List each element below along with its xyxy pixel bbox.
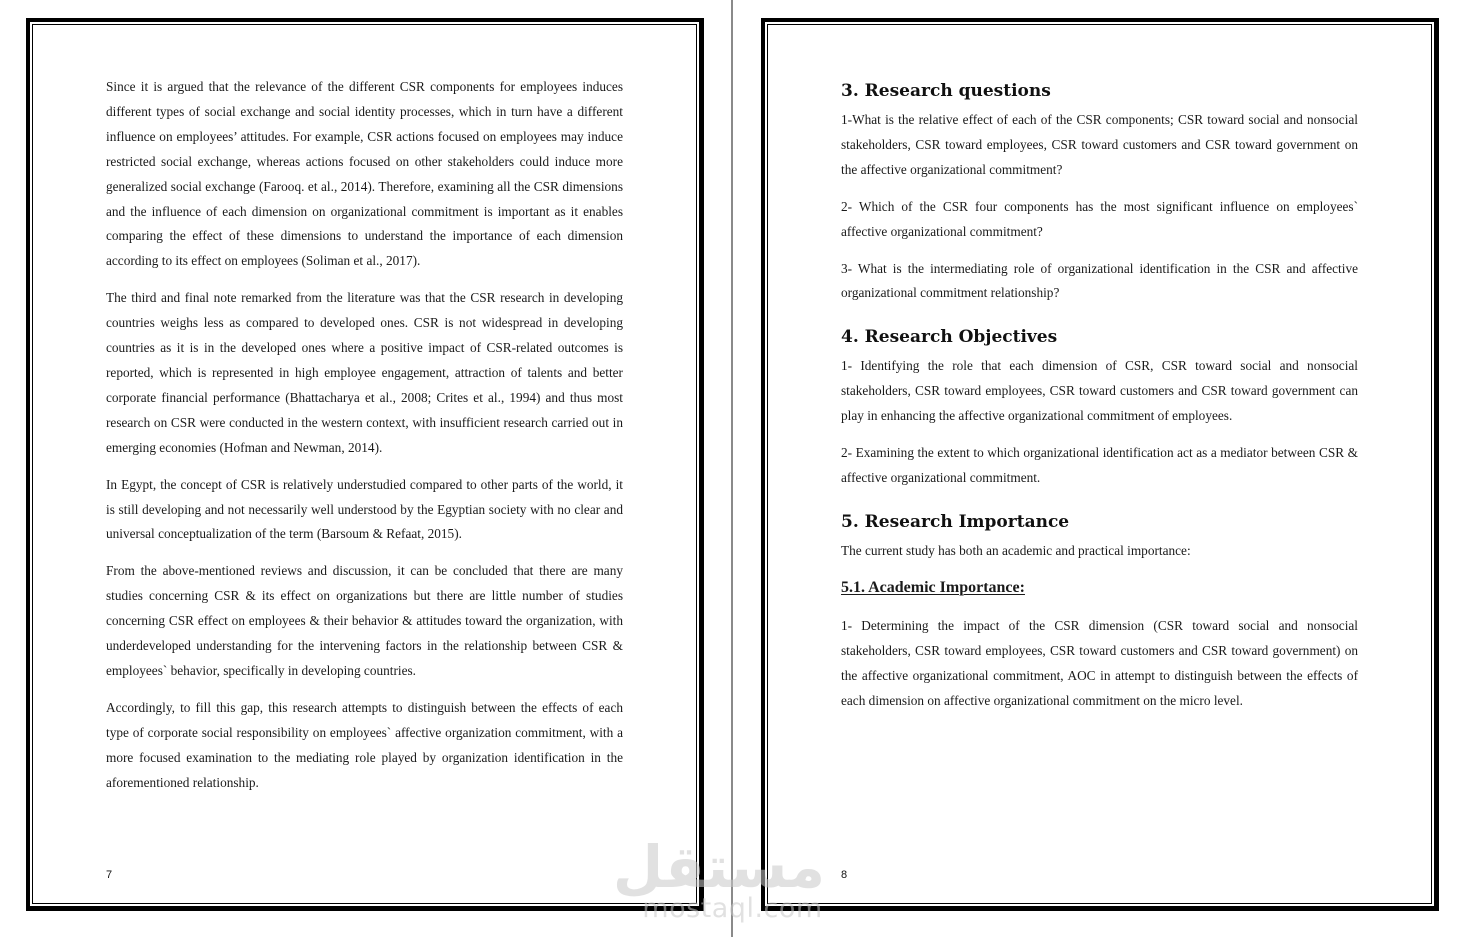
research-objective-item: 1- Identifying the role that each dimension of CSR, CSR toward social and nonsocial stakeholders, CSR toward employees, CSR toward customers and CSR toward government can play in enhancing the affective organizational commitment of employees.: [841, 358, 1358, 424]
importance-intro: The current study has both an academic and practical importance:: [841, 542, 1191, 558]
research-question-item: 2- Which of the CSR four components has the most significant influence on employees` affective organizational commitment?: [841, 198, 1358, 239]
paragraph: Since it is argued that the relevance of the different CSR components for employees induces different types of social exchange and social identity processes, which in turn have a different influence on employees’ attitudes. For example, CSR actions focused on employees may induce restricted social exchange, whereas actions focused on other stakeholders could induce more generalized social exchange (Farooq. et al., 2014). Therefore, examining all the CSR dimensions and the influence of each dimension on organizational commitment is important as it enables comparing the effect of these dimensions to understand the importance of each dimension according to its effect on employees (Soliman et al., 2017).: [106, 79, 623, 269]
subheading-academic-importance: 5.1. Academic Importance:: [841, 578, 1025, 596]
section-heading-research-objectives: 4. Research Objectives: [841, 327, 1058, 348]
document-page-8: [761, 18, 1439, 911]
page-body: [106, 75, 623, 807]
section-heading-research-importance: 5. Research Importance: [841, 511, 1070, 532]
page-number: 7: [106, 869, 113, 881]
paragraph: The third and final note remarked from the literature was that the CSR research in developing countries weighs less as compared to developed ones. CSR is not widespread in developing countries as it is in the developed ones where a positive impact of CSR-related outcomes is reported, which is represented in high employee engagement, attraction of talents and better corporate financial performance (Bhattacharya et al., 2008; Crites et al., 1994) and thus most research on CSR were conducted in the western context, with insufficient research carried out in emerging economies (Hofman and Newman, 2014).: [106, 290, 623, 455]
page-body: [841, 78, 1358, 725]
paragraph: Accordingly, to fill this gap, this research attempts to distinguish between the effects of each type of corporate social responsibility on employees` affective organization commitment, with a more focused examination to the mediating role played by organization identification in the aforementioned relationship.: [106, 699, 623, 790]
paragraph: From the above-mentioned reviews and discussion, it can be concluded that there are many studies concerning CSR & its effect on organizations but there are little number of studies concerning CSR effect on employees & their behavior & attitudes toward the organization, with underdeveloped understanding for the intervening factors in the relationship between CSR & employees` behavior, specifically in developing countries.: [106, 563, 623, 678]
research-question-item: 1-What is the relative effect of each of the CSR components; CSR toward social and nonsocial stakeholders, CSR toward employees, CSR toward customers and CSR toward government on the affective organizational commitment?: [841, 112, 1358, 177]
page-divider: [731, 0, 733, 937]
watermark-arabic-text: مستقل: [612, 833, 825, 901]
page-number: 8: [841, 869, 848, 881]
academic-importance-item: 1- Determining the impact of the CSR dimension (CSR toward social and nonsocial stakeholders, CSR toward employees, CSR toward customers and CSR toward government) on the affective organizational commitment, AOC in attempt to distinguish between the effects of each dimension on affective organizational commitment on the micro level.: [841, 617, 1358, 708]
research-objective-item: 2- Examining the extent to which organizational identification act as a mediator between CSR & affective organizational commitment.: [841, 445, 1358, 485]
research-question-item: 3- What is the intermediating role of organizational identification in the CSR and affective organizational commitment relationship?: [841, 260, 1358, 301]
paragraph: In Egypt, the concept of CSR is relatively understudied compared to other parts of the world, it is still developing and not necessarily well understood by the Egyptian society with no clear and universal conceptualization of the term (Barsoum & Refaat, 2015).: [106, 476, 623, 542]
section-heading-research-questions: 3. Research questions: [841, 81, 1051, 101]
document-page-7: [26, 18, 704, 911]
watermark-latin-text: mostaql.com: [642, 893, 823, 924]
